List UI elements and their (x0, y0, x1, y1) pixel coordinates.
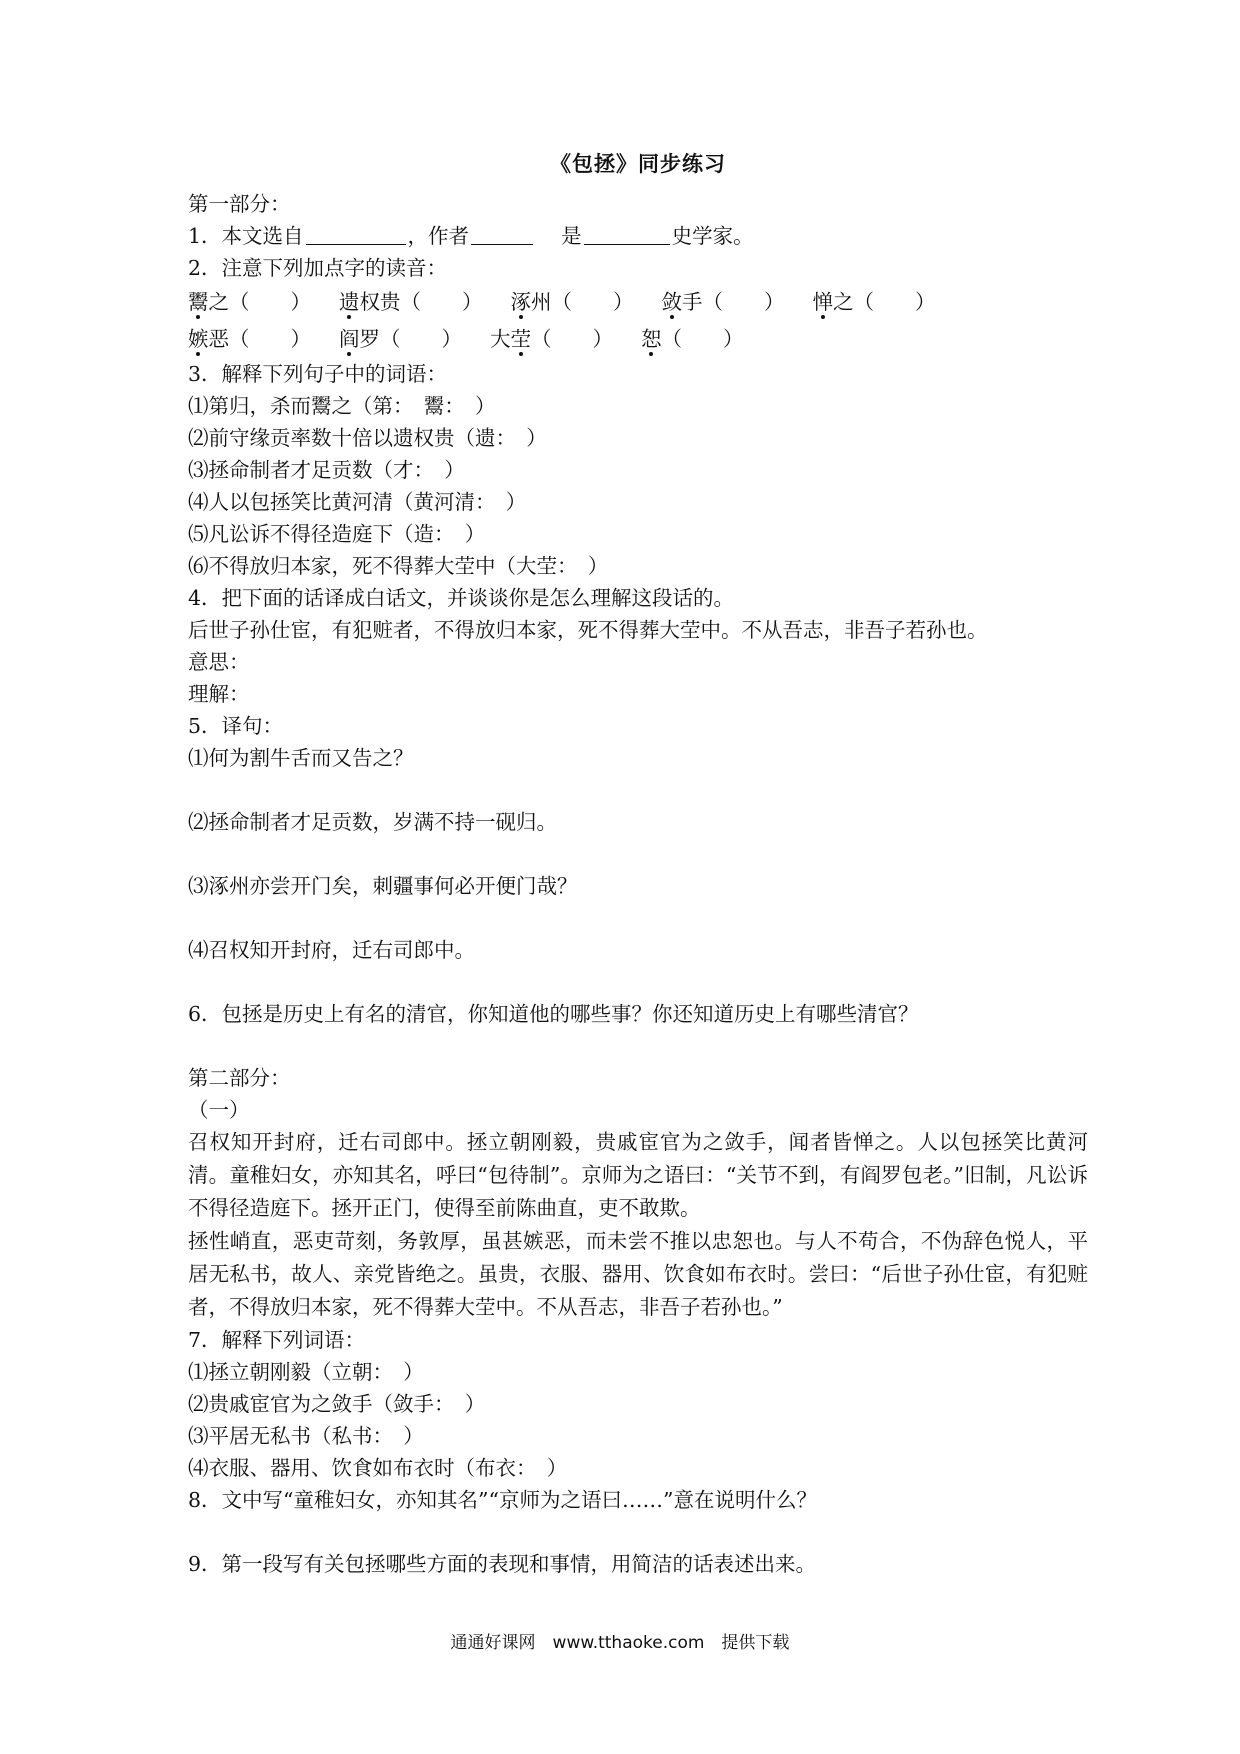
q3-item: ⑴第归，杀而鬻之（第： 鬻： ） (188, 394, 496, 418)
q5-item: ⑶涿州亦尝开门矣，刺疆事何必开便门哉？ (188, 874, 578, 898)
answer-parentheses[interactable]: （ ） (380, 327, 462, 351)
dotted-character: 恕 (641, 327, 662, 351)
q7-item: ⑵贵戚宦官为之敛手（敛手： ） (188, 1392, 486, 1416)
dotted-character: 遗 (339, 290, 360, 314)
question-3-prompt: 3．解释下列句子中的词语： (188, 362, 448, 386)
q5-item: ⑷召权知开封府，迁右司郎中。 (188, 938, 475, 962)
answer-parentheses[interactable]: （ ） (400, 290, 483, 314)
q3-item: ⑹不得放归本家，死不得葬大茔中（大茔： ） (188, 554, 609, 578)
question-1 (188, 220, 1088, 252)
word-suffix: 恶 (208, 327, 229, 351)
pronunciation-item (188, 284, 311, 321)
q3-item: ⑶拯命制者才足贡数（才： ） (188, 458, 465, 482)
answer-parentheses[interactable]: （ ） (531, 327, 613, 351)
question-5-prompt: 5．译句： (188, 714, 284, 738)
pronunciation-row-1 (188, 284, 1088, 321)
part2-subheading: （一） (188, 1098, 250, 1122)
passage-paragraph-1: 召权知开封府，迁右司郎中。拯立朝刚毅，贵戚宦官为之敛手，闻者皆惮之。人以包拯笑比黄河清。童稚妇女，亦知其名，呼曰“包待制”。京师为之语曰：“关节不到，有阎罗包老。”旧制，凡讼诉不得径造庭下。拯开正门，使得至前陈曲直，吏不敢欺。 (188, 1130, 1088, 1220)
pronunciation-item (662, 284, 785, 321)
word-suffix: 之 (208, 290, 229, 314)
pronunciation-item (339, 284, 483, 321)
answer-parentheses[interactable]: （ ） (661, 327, 744, 351)
question-4-prompt: 4．把下面的话译成白话文，并谈谈你是怎么理解这段话的。 (188, 586, 735, 610)
word-prefix: 大 (490, 327, 511, 351)
word-suffix: 罗 (359, 327, 380, 351)
answer-parentheses[interactable]: （ ） (551, 290, 634, 314)
pronunciation-row-2 (188, 321, 1088, 358)
q7-item: ⑷衣服、器用、饮食如布衣时（布衣： ） (188, 1456, 568, 1480)
dotted-character: 茔 (510, 327, 531, 351)
q4-source-text: 后世子孙仕宦，有犯赃者，不得放归本家，死不得葬大茔中。不从吾志，非吾子若孙也。 (188, 618, 988, 642)
pronunciation-item (188, 321, 311, 358)
q1-blank-era[interactable] (584, 222, 670, 245)
question-6: 6．包拯是历史上有名的清官，你知道他的哪些事？你还知道历史上有哪些清官？ (188, 1002, 919, 1026)
answer-parentheses[interactable]: （ ） (229, 327, 311, 351)
footer-credit: 通通好课网 www.tthaoke.com 提供下载 (450, 1633, 790, 1653)
q5-item: ⑵拯命制者才足贡数，岁满不持一砚归。 (188, 810, 557, 834)
word-suffix: 州 (531, 290, 552, 314)
q3-item: ⑷人以包拯笑比黄河清（黄河清： ） (188, 490, 527, 514)
answer-parentheses[interactable]: （ ） (229, 290, 311, 314)
word-suffix: 权贵 (359, 290, 401, 314)
question-7-prompt: 7．解释下列词语： (188, 1328, 366, 1352)
question-8: 8．文中写“童稚妇女，亦知其名”“京师为之语曰……”意在说明什么？ (188, 1488, 817, 1512)
question-9: 9．第一段写有关包拯哪些方面的表现和事情，用简洁的话表述出来。 (188, 1552, 817, 1576)
q4-meaning-label: 意思： (188, 650, 250, 674)
q5-item: ⑴何为割牛舌而又告之？ (188, 746, 414, 770)
q3-item: ⑵前守缘贡率数十倍以遗权贵（遗： ） (188, 426, 547, 450)
q3-item: ⑸凡讼诉不得径造庭下（造： ） (188, 522, 486, 546)
q7-item: ⑶平居无私书（私书： ） (188, 1424, 424, 1448)
page-title: 《包拯》同步练习 (550, 151, 726, 176)
q1-text-a: 1．本文选自 (188, 224, 304, 248)
pronunciation-item (490, 321, 613, 358)
q1-text-d: 史学家。 (671, 224, 754, 248)
pronunciation-item (813, 284, 936, 321)
q4-understanding-label: 理解： (188, 682, 250, 706)
q1-text-b: ，作者 (407, 224, 470, 248)
pronunciation-item (641, 321, 744, 358)
dotted-character: 敛 (661, 290, 682, 314)
part2-heading: 第二部分： (188, 1066, 291, 1090)
answer-parentheses[interactable]: （ ） (853, 290, 936, 314)
dotted-character: 鬻 (188, 290, 209, 314)
dotted-character: 阎 (339, 327, 360, 351)
question-2-prompt: 2．注意下列加点字的读音： (188, 256, 448, 280)
dotted-character: 涿 (510, 290, 531, 314)
q7-item: ⑴拯立朝刚毅（立朝： ） (188, 1360, 424, 1384)
dotted-character: 嫉 (188, 327, 209, 351)
q1-text-c: 是 (561, 224, 582, 248)
q1-blank-author[interactable] (471, 222, 533, 245)
worksheet (188, 148, 1088, 1580)
part1-heading: 第一部分： (188, 192, 291, 216)
answer-parentheses[interactable]: （ ） (702, 290, 785, 314)
pronunciation-item (339, 321, 462, 358)
pronunciation-item (511, 284, 634, 321)
passage-paragraph-2: 拯性峭直，恶吏苛刻，务敦厚，虽甚嫉恶，而未尝不推以忠恕也。与人不苟合，不伪辞色悦人，平居无私书，故人、亲党皆绝之。虽贵，衣服、器用、饮食如布衣时。尝曰：“后世子孙仕宦，有犯赃者，不得放归本家，死不得葬大茔中。不从吾志，非吾子若孙也。” (188, 1229, 1088, 1319)
q1-blank-source[interactable] (306, 222, 406, 245)
word-suffix: 手 (682, 290, 703, 314)
word-suffix: 之 (833, 290, 854, 314)
dotted-character: 惮 (812, 290, 833, 314)
